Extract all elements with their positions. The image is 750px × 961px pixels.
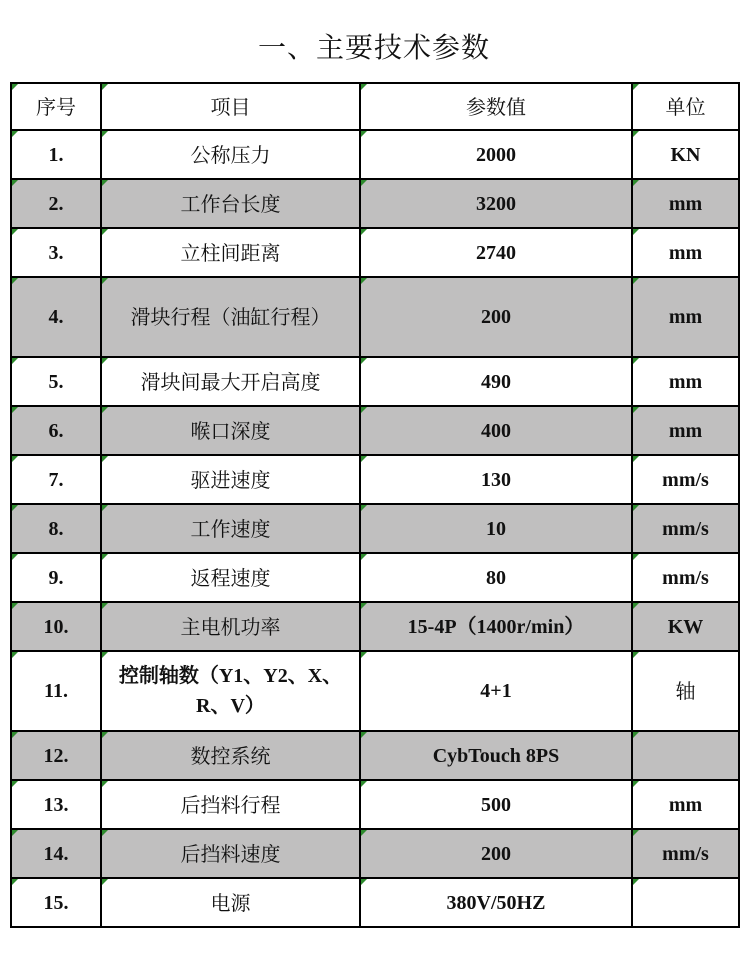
row-unit: mm xyxy=(632,277,739,357)
table-row xyxy=(11,504,739,553)
table-row xyxy=(11,651,739,731)
header-item: 项目 xyxy=(101,83,360,130)
row-item: 返程速度 xyxy=(101,553,360,602)
row-item: 控制轴数（Y1、Y2、X、R、V） xyxy=(101,651,360,731)
row-value: 80 xyxy=(360,553,632,602)
table-row xyxy=(11,228,739,277)
row-unit: mm/s xyxy=(632,504,739,553)
row-unit: mm/s xyxy=(632,553,739,602)
table-row xyxy=(11,406,739,455)
row-no: 2. xyxy=(11,179,101,228)
row-no: 3. xyxy=(11,228,101,277)
row-item: 后挡料速度 xyxy=(101,829,360,878)
row-value: 200 xyxy=(360,829,632,878)
row-item: 主电机功率 xyxy=(101,602,360,651)
row-no: 15. xyxy=(11,878,101,927)
row-no: 5. xyxy=(11,357,101,406)
table-row xyxy=(11,602,739,651)
table-row xyxy=(11,553,739,602)
row-no: 7. xyxy=(11,455,101,504)
header-value: 参数值 xyxy=(360,83,632,130)
row-item: 工作速度 xyxy=(101,504,360,553)
row-item: 立柱间距离 xyxy=(101,228,360,277)
row-unit: mm xyxy=(632,780,739,829)
row-unit: mm/s xyxy=(632,829,739,878)
row-value: 2000 xyxy=(360,130,632,179)
row-unit: mm xyxy=(632,228,739,277)
table-row xyxy=(11,179,739,228)
header-unit: 单位 xyxy=(632,83,739,130)
row-no: 1. xyxy=(11,130,101,179)
row-value: 500 xyxy=(360,780,632,829)
row-no: 4. xyxy=(11,277,101,357)
row-unit: mm xyxy=(632,179,739,228)
row-unit: mm xyxy=(632,357,739,406)
row-item: 后挡料行程 xyxy=(101,780,360,829)
row-no: 11. xyxy=(11,651,101,731)
row-item: 喉口深度 xyxy=(101,406,360,455)
row-unit xyxy=(632,878,739,927)
header-no: 序号 xyxy=(11,83,101,130)
table-row xyxy=(11,829,739,878)
row-no: 6. xyxy=(11,406,101,455)
row-no: 12. xyxy=(11,731,101,780)
table-row xyxy=(11,357,739,406)
row-value: 3200 xyxy=(360,179,632,228)
row-unit: 轴 xyxy=(632,651,739,731)
row-no: 10. xyxy=(11,602,101,651)
row-item: 电源 xyxy=(101,878,360,927)
row-value: 200 xyxy=(360,277,632,357)
row-item: 工作台长度 xyxy=(101,179,360,228)
table-row xyxy=(11,455,739,504)
row-value: 15-4P（1400r/min） xyxy=(360,602,632,651)
table-row xyxy=(11,780,739,829)
row-unit: KW xyxy=(632,602,739,651)
table-row xyxy=(11,130,739,179)
row-no: 8. xyxy=(11,504,101,553)
table-row xyxy=(11,277,739,357)
row-unit xyxy=(632,731,739,780)
row-unit: KN xyxy=(632,130,739,179)
row-item: 驱进速度 xyxy=(101,455,360,504)
row-no: 13. xyxy=(11,780,101,829)
spec-table xyxy=(10,82,740,928)
row-value: CybTouch 8PS xyxy=(360,731,632,780)
table-row xyxy=(11,731,739,780)
row-value: 380V/50HZ xyxy=(360,878,632,927)
row-value: 10 xyxy=(360,504,632,553)
row-value: 4+1 xyxy=(360,651,632,731)
row-unit: mm/s xyxy=(632,455,739,504)
row-no: 9. xyxy=(11,553,101,602)
row-item: 滑块间最大开启高度 xyxy=(101,357,360,406)
row-value: 400 xyxy=(360,406,632,455)
document-title: 一、主要技术参数 xyxy=(257,31,490,64)
spec-document xyxy=(10,10,738,950)
header-row xyxy=(11,83,739,130)
row-item: 滑块行程（油缸行程） xyxy=(101,277,360,357)
row-value: 490 xyxy=(360,357,632,406)
row-item: 数控系统 xyxy=(101,731,360,780)
table-row xyxy=(11,878,739,927)
row-value: 2740 xyxy=(360,228,632,277)
row-value: 130 xyxy=(360,455,632,504)
row-no: 14. xyxy=(11,829,101,878)
row-unit: mm xyxy=(632,406,739,455)
row-item: 公称压力 xyxy=(101,130,360,179)
